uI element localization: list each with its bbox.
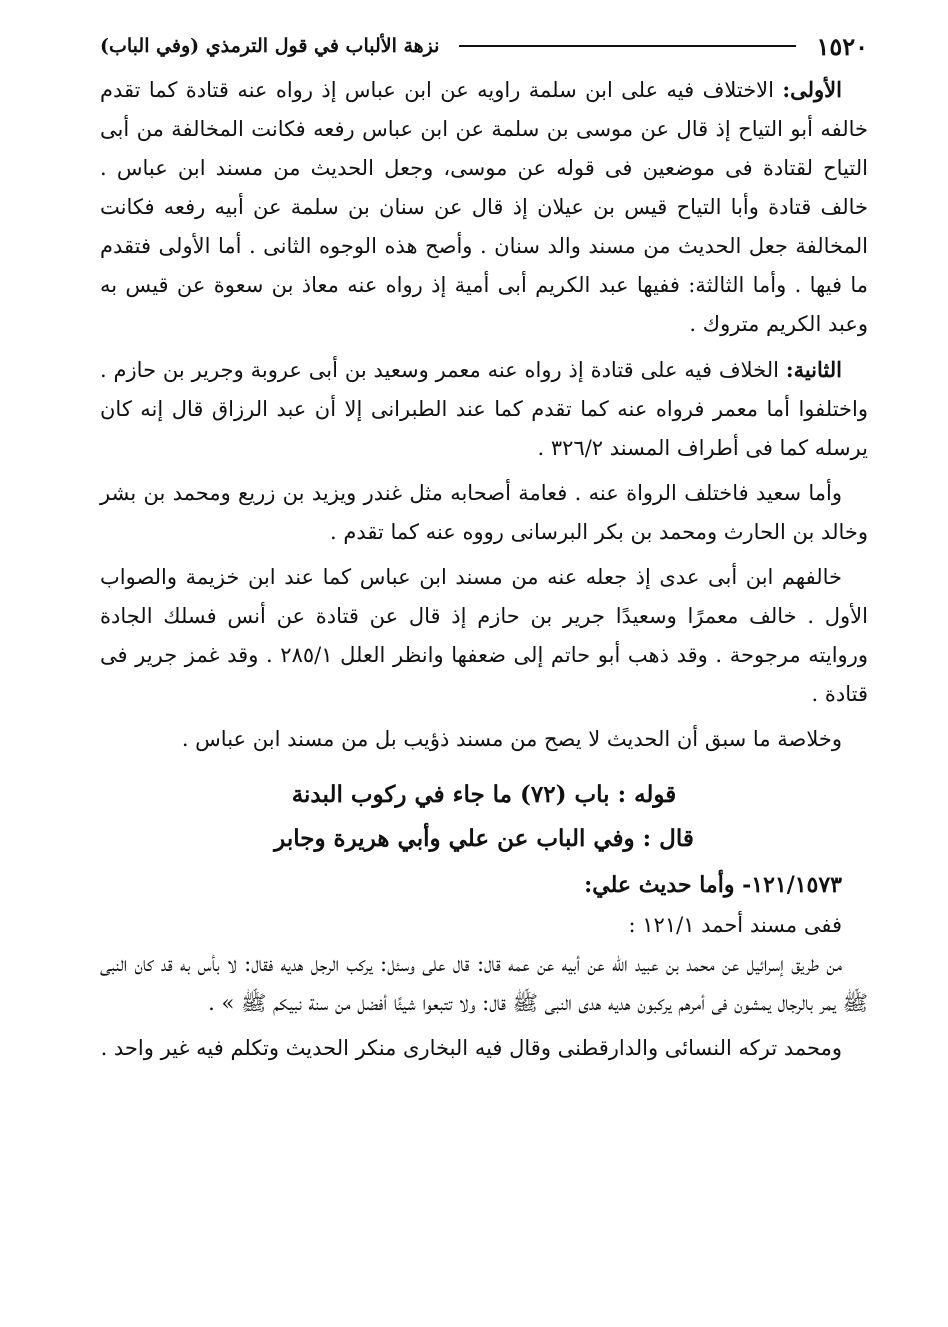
paragraph-summary	[100, 720, 868, 759]
paragraph-text: الاختلاف فيه على ابن سلمة راويه عن ابن عباس إذ رواه عنه قتادة كما تقدم خالفه أبو التياح إذ قال عن موسى بن سلمة عن ابن عباس رفعه فكانت المخالفة من أبى التياح لقتادة فى موضعين فى قوله عن موسى، وجعل الحديث من مسند ابن عباس . خالف قتادة وأبا التياح قيس بن عيلان إذ قال عن سنان بن سلمة عن أبيه رفعه فكانت المخالفة جعل الحديث من مسند والد سنان . وأصح هذه الوجوه الثانى . أما الأولى فتقدم ما فيها . وأما الثالثة: ففيها عبد الكريم أبى أمية إذ رواه عنه معاذ بن سعوة عن قيس به وعبد الكريم متروك .	[100, 78, 868, 336]
paragraph-text: خالفهم ابن أبى عدى إذ جعله عنه من مسند ابن عباس كما عند ابن خزيمة والصواب الأول . خالف معمرًا وسعيدًا جرير بن حازم إذ قال عن قتادة عن أنس فسلك الجادة وروايته مرجوحة . وقد ذهب أبو حاتم إلى ضعفها وانظر العلل ٢٨٥/١ . وقد غمز جرير فى قتادة .	[100, 565, 868, 706]
paragraph-text: ومحمد تركه النسائى والدارقطنى وقال فيه البخارى منكر الحديث وتكلم فيه غير واحد .	[100, 1036, 842, 1060]
header-rule	[459, 45, 796, 47]
paragraph-second-aspect	[100, 350, 868, 468]
hadith-title: ١٢١/١٥٧٣- وأما حديث علي:	[584, 872, 842, 898]
paragraph-lead: الأولى:	[782, 77, 842, 102]
source-line: ففى مسند أحمد ١٢١/١ :	[628, 913, 842, 937]
section-spacer	[100, 759, 868, 773]
running-title: نزهة الألباب في قول الترمذي (وفي الباب)	[100, 35, 440, 57]
paragraph-lead: الثانية:	[785, 357, 842, 382]
chapter-subheading: قال : وفي الباب عن علي وأبي هريرة وجابر	[274, 825, 694, 852]
paragraph-ibn-abi-adi	[100, 558, 868, 714]
paragraph-hadith-text	[100, 945, 868, 1023]
paragraph-said-narrators	[100, 474, 868, 552]
paragraph-text: الخلاف فيه على قتادة إذ رواه عنه معمر وسعيد بن أبى عروبة وجرير بن حازم . واختلفوا أما معمر فرواه عنه كما تقدم كما عند الطبرانى إلا أن عبد الرزاق قال إنه كان يرسله كما فى أطراف المسند ٣٢٦/٢ .	[100, 358, 868, 460]
paragraph-first-aspect	[100, 70, 868, 344]
paragraph-text: وأما سعيد فاختلف الرواة عنه . فعامة أصحابه مثل غندر ويزيد بن زريع ومحمد بن بشر وخالد بن الحارث ومحمد بن بكر البرسانى رووه عنه كما تقدم .	[100, 481, 868, 544]
paragraph-text: من طريق إسرائيل عن محمد بن عبيد الله عن أبيه عن عمه قال: قال على وسئل: يركب الرجل هديه فقال: لا بأس به قد كان النبى ﷺ يمر بالرجال يمشون فى أمرهم يركبون هديه هدى النبى ﷺ قال: ولا تتبعوا شيئًا أفضل من سنة نبيكم ﷺ » .	[100, 952, 868, 1015]
page-header	[100, 28, 868, 64]
paragraph-text: وخلاصة ما سبق أن الحديث لا يصح من مسند ذؤيب بل من مسند ابن عباس .	[181, 727, 842, 751]
chapter-heading: قوله : باب (٧٢) ما جاء في ركوب البدنة	[291, 781, 677, 808]
page-number: ١٥٢٠	[816, 31, 868, 61]
paragraph-narrator-critique	[100, 1029, 868, 1068]
